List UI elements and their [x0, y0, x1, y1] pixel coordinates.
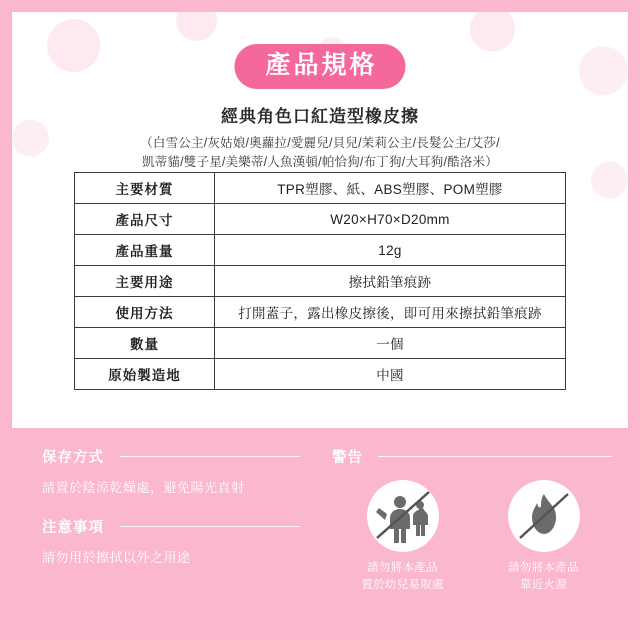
warning-caption-line-1: 請勿將本產品 — [367, 562, 438, 574]
spec-key: 使用方法 — [75, 297, 215, 328]
spec-key: 數量 — [75, 328, 215, 359]
spec-value: 一個 — [215, 328, 566, 359]
page-title: 產品規格 — [234, 44, 405, 89]
table-row — [75, 235, 566, 266]
warning-caption — [479, 560, 609, 593]
storage-notice-column — [42, 446, 300, 586]
character-list — [12, 134, 628, 173]
heading-divider — [120, 456, 300, 457]
spec-value: 12g — [215, 235, 566, 266]
spec-key: 產品重量 — [75, 235, 215, 266]
warning-caption — [338, 560, 468, 593]
character-list-line-1: （白雪公主/灰姑娘/奧蘿拉/愛麗兒/貝兒/茉莉公主/長髮公主/艾莎/ — [140, 136, 500, 150]
spec-value: 打開蓋子，露出橡皮擦後，即可用來擦拭鉛筆痕跡 — [215, 297, 566, 328]
product-spec-card — [12, 12, 628, 628]
heading-divider — [378, 456, 612, 457]
spec-value: 擦拭鉛筆痕跡 — [215, 266, 566, 297]
spec-table-wrapper — [74, 172, 566, 390]
warning-icons-row — [332, 480, 614, 593]
storage-heading — [42, 446, 300, 467]
warning-caption-line-2: 靠近火源 — [519, 578, 568, 591]
spec-key: 產品尺寸 — [75, 204, 215, 235]
warning-heading-text: 警告 — [332, 450, 363, 466]
notice-text: 請勿用於擦拭以外之用途 — [42, 550, 191, 565]
no-fire-icon — [508, 480, 580, 552]
heading-divider — [120, 526, 300, 527]
character-list-line-2: 凱蒂貓/雙子星/美樂蒂/人魚漢頓/帕恰狗/布丁狗/大耳狗/酷洛米） — [142, 155, 498, 170]
table-row — [75, 204, 566, 235]
no-children-icon — [367, 480, 439, 552]
spec-key: 主要材質 — [75, 173, 215, 204]
spec-value: TPR塑膠、紙、ABS塑膠、POM塑膠 — [215, 173, 566, 204]
product-subtitle: 經典角色口紅造型橡皮擦 — [221, 107, 419, 126]
bottom-panel — [12, 428, 628, 628]
warning-caption-line-2: 置於幼兒易取處 — [361, 578, 444, 591]
spec-key: 原始製造地 — [75, 359, 215, 390]
spec-table — [74, 172, 566, 390]
table-row — [75, 297, 566, 328]
notice-heading-text: 注意事項 — [42, 520, 104, 536]
table-row — [75, 359, 566, 390]
storage-heading-text: 保存方式 — [42, 450, 104, 466]
table-row — [75, 266, 566, 297]
notice-heading — [42, 516, 300, 537]
warning-item-fire — [479, 480, 609, 593]
warning-heading — [332, 446, 612, 467]
spec-value: 中國 — [215, 359, 566, 390]
warning-column — [332, 446, 612, 475]
spec-value: W20×H70×D20mm — [215, 204, 566, 235]
table-row — [75, 173, 566, 204]
storage-text: 請置於陰涼乾燥處，避免陽光直射 — [42, 480, 245, 495]
warning-caption-line-1: 請勿將本產品 — [508, 562, 579, 574]
warning-item-children — [338, 480, 468, 593]
spec-key: 主要用途 — [75, 266, 215, 297]
table-row — [75, 328, 566, 359]
